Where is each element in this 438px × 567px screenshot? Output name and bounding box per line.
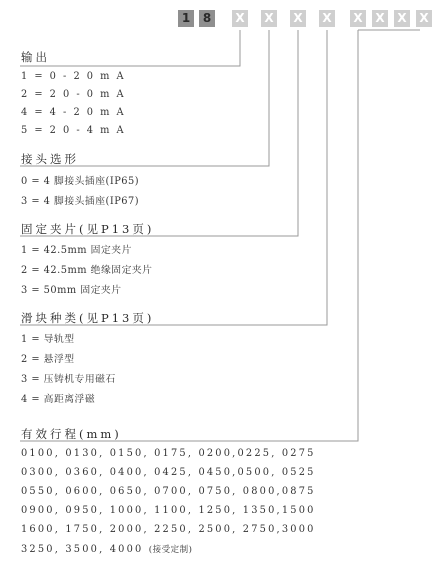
- code-box-7: X: [350, 10, 366, 27]
- stroke-row: 0300, 0360, 0400, 0425, 0450,0500, 0525: [21, 467, 316, 478]
- code-box-3: X: [232, 10, 248, 27]
- stroke-row: 0550, 0600, 0650, 0700, 0750, 0800,0875: [21, 486, 316, 497]
- slider-title: 滑块种类(见P13页): [21, 311, 155, 325]
- connector-item: 3 = 4 脚接头插座(IP67): [21, 196, 140, 207]
- output-item: 1 = 0 - 2 0 m A: [21, 71, 126, 82]
- output-item: 4 = 4 - 2 0 m A: [21, 107, 126, 118]
- clamp-title: 固定夹片(见P13页): [21, 222, 155, 236]
- code-box-2: 8: [199, 10, 215, 27]
- clamp-item: 2 = 42.5mm 绝缘固定夹片: [21, 265, 153, 276]
- output-item: 2 = 2 0 - 0 m A: [21, 89, 126, 100]
- code-box-6: X: [319, 10, 335, 27]
- stroke-row: 1600, 1750, 2000, 2250, 2500, 2750,3000: [21, 524, 316, 535]
- stroke-row: 0100, 0130, 0150, 0175, 0200,0225, 0275: [21, 448, 316, 459]
- slider-item: 2 = 悬浮型: [21, 354, 75, 365]
- stroke-row: 0900, 0950, 1000, 1100, 1250, 1350,1500: [21, 505, 316, 516]
- code-box-9: X: [394, 10, 410, 27]
- custom-note: (接受定制): [148, 545, 193, 555]
- connector-title: 接头选形: [21, 152, 79, 166]
- clamp-item: 1 = 42.5mm 固定夹片: [21, 245, 132, 256]
- code-box-8: X: [372, 10, 388, 27]
- code-box-10: X: [416, 10, 432, 27]
- stroke-row-last: [21, 543, 192, 555]
- connector-item: 0 = 4 脚接头插座(IP65): [21, 176, 140, 187]
- output-title: 输出: [21, 50, 50, 64]
- clamp-item: 3 = 50mm 固定夹片: [21, 285, 122, 296]
- output-item: 5 = 2 0 - 4 m A: [21, 125, 126, 136]
- slider-item: 3 = 压铸机专用磁石: [21, 374, 116, 385]
- bracket-output: [20, 30, 240, 66]
- stroke-title: 有效行程(mm): [21, 427, 122, 441]
- slider-item: 4 = 高距离浮磁: [21, 394, 96, 405]
- slider-item: 1 = 导轨型: [21, 334, 75, 345]
- code-box-1: 1: [178, 10, 194, 27]
- code-box-5: X: [290, 10, 306, 27]
- code-box-4: X: [261, 10, 277, 27]
- stroke-row: 3250, 3500, 4000: [21, 544, 144, 555]
